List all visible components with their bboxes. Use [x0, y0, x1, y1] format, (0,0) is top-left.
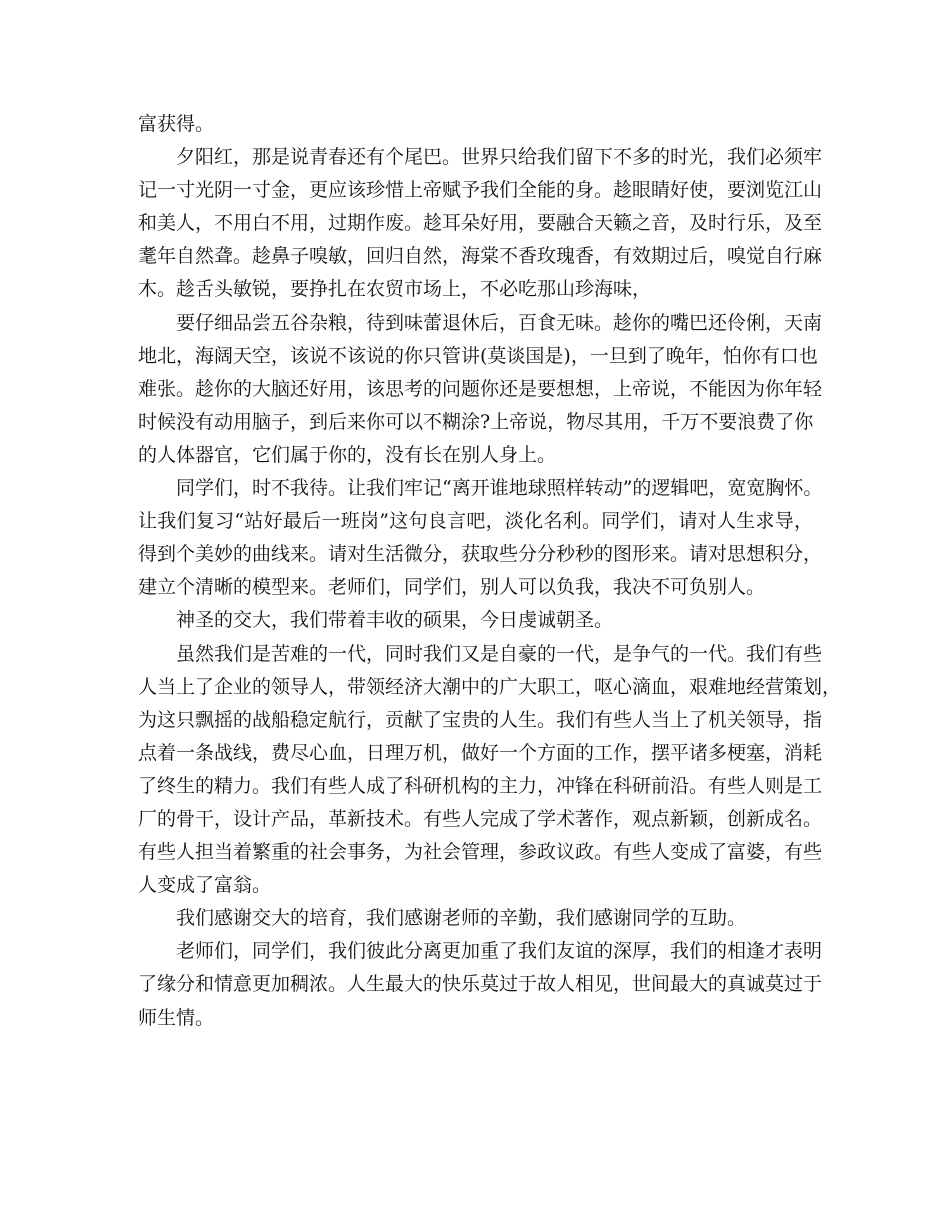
paragraph: [138, 902, 813, 935]
text-line: 难张。趁你的大脑还好用，该思考的问题你还是要想想，上帝说，不能因为你年轻: [138, 377, 823, 400]
text-line: 地北，海阔天空，该说不该说的你只管讲(莫谈国是)，一旦到了晚年，怕你有口也: [138, 344, 818, 367]
text-line: 时候没有动用脑子，到后来你可以不糊涂?上帝说，物尽其用，千万不要浪费了你: [138, 410, 814, 433]
text-line: 耄年自然聋。趁鼻子嗅敏，回归自然，海棠不香玫瑰香，有效期过后，嗅觉自行麻: [138, 245, 823, 268]
text-line: 虽然我们是苦难的一代，同时我们又是自豪的一代，是争气的一代。我们有些: [176, 642, 823, 665]
paragraph: [138, 604, 813, 637]
text-line: 记一寸光阴一寸金，更应该珍惜上帝赋予我们全能的身。趁眼睛好使，要浏览江山: [138, 179, 823, 202]
text-line: 有些人担当着繁重的社会事务，为社会管理，参政议政。有些人变成了富婆，有些: [138, 841, 823, 864]
text-line: 了终生的精力。我们有些人成了科研机构的主力，冲锋在科研前沿。有些人则是工: [138, 774, 823, 797]
text-line: 为这只飘摇的战船稳定航行，贡献了宝贵的人生。我们有些人当上了机关领导，指: [138, 708, 823, 731]
paragraph: [138, 141, 823, 306]
text-line: 让我们复习“站好最后一班岗”这句良言吧，淡化名利。同学们，请对人生求导，: [138, 510, 813, 533]
paragraph: [138, 638, 842, 903]
text-line: 老师们，同学们，我们彼此分离更加重了我们友谊的深厚，我们的相逢才表明: [176, 940, 823, 963]
paragraph: [138, 108, 813, 141]
text-line: 师生情。: [138, 1006, 215, 1029]
text-line: 点着一条战线，费尽心血，日理万机，做好一个方面的工作，摆平诸多梗塞，消耗: [138, 741, 823, 764]
text-line: 夕阳红，那是说青春还有个尾巴。世界只给我们留下不多的时光，我们必须牢: [176, 146, 823, 169]
paragraph: [138, 935, 823, 1034]
text-line: 人变成了富翁。: [138, 874, 272, 897]
text-line: 木。趁舌头敏锐，要挣扎在农贸市场上，不必吃那山珍海味，: [138, 278, 652, 301]
paragraph: [138, 472, 823, 604]
text-line: 我们感谢交大的培育，我们感谢老师的辛勤，我们感谢同学的互助。: [176, 907, 747, 930]
text-line: 人当上了企业的领导人，带领经济大潮中的广大职工，呕心滴血，艰难地经营策划，: [138, 675, 842, 698]
text-line: 神圣的交大，我们带着丰收的硕果，今日虔诚朝圣。: [176, 609, 614, 632]
text-line: 的人体器官，它们属于你的，没有长在别人身上。: [138, 443, 557, 466]
text-line: 得到个美妙的曲线来。请对生活微分，获取些分分秒秒的图形来。请对思想积分，: [138, 543, 823, 566]
text-line: 要仔细品尝五谷杂粮，待到味蕾退休后，百食无味。趁你的嘴巴还伶俐，天南: [176, 311, 823, 334]
text-line: 建立个清晰的模型来。老师们，同学们，别人可以负我，我决不可负别人。: [138, 576, 766, 599]
text-line: 厂的骨干，设计产品，革新技术。有些人完成了学术著作，观点新颖，创新成名。: [138, 807, 823, 830]
text-line: 同学们，时不我待。让我们牢记“离开谁地球照样转动”的逻辑吧，宽宽胸怀。: [176, 477, 823, 500]
text-line: 了缘分和情意更加稠浓。人生最大的快乐莫过于故人相见，世间最大的真诚莫过于: [138, 973, 823, 996]
text-line: 富获得。: [138, 113, 215, 135]
document-page: [138, 108, 842, 1035]
paragraph: [138, 307, 823, 472]
text-line: 和美人，不用白不用，过期作废。趁耳朵好用，要融合天籁之音，及时行乐，及至: [138, 212, 823, 235]
